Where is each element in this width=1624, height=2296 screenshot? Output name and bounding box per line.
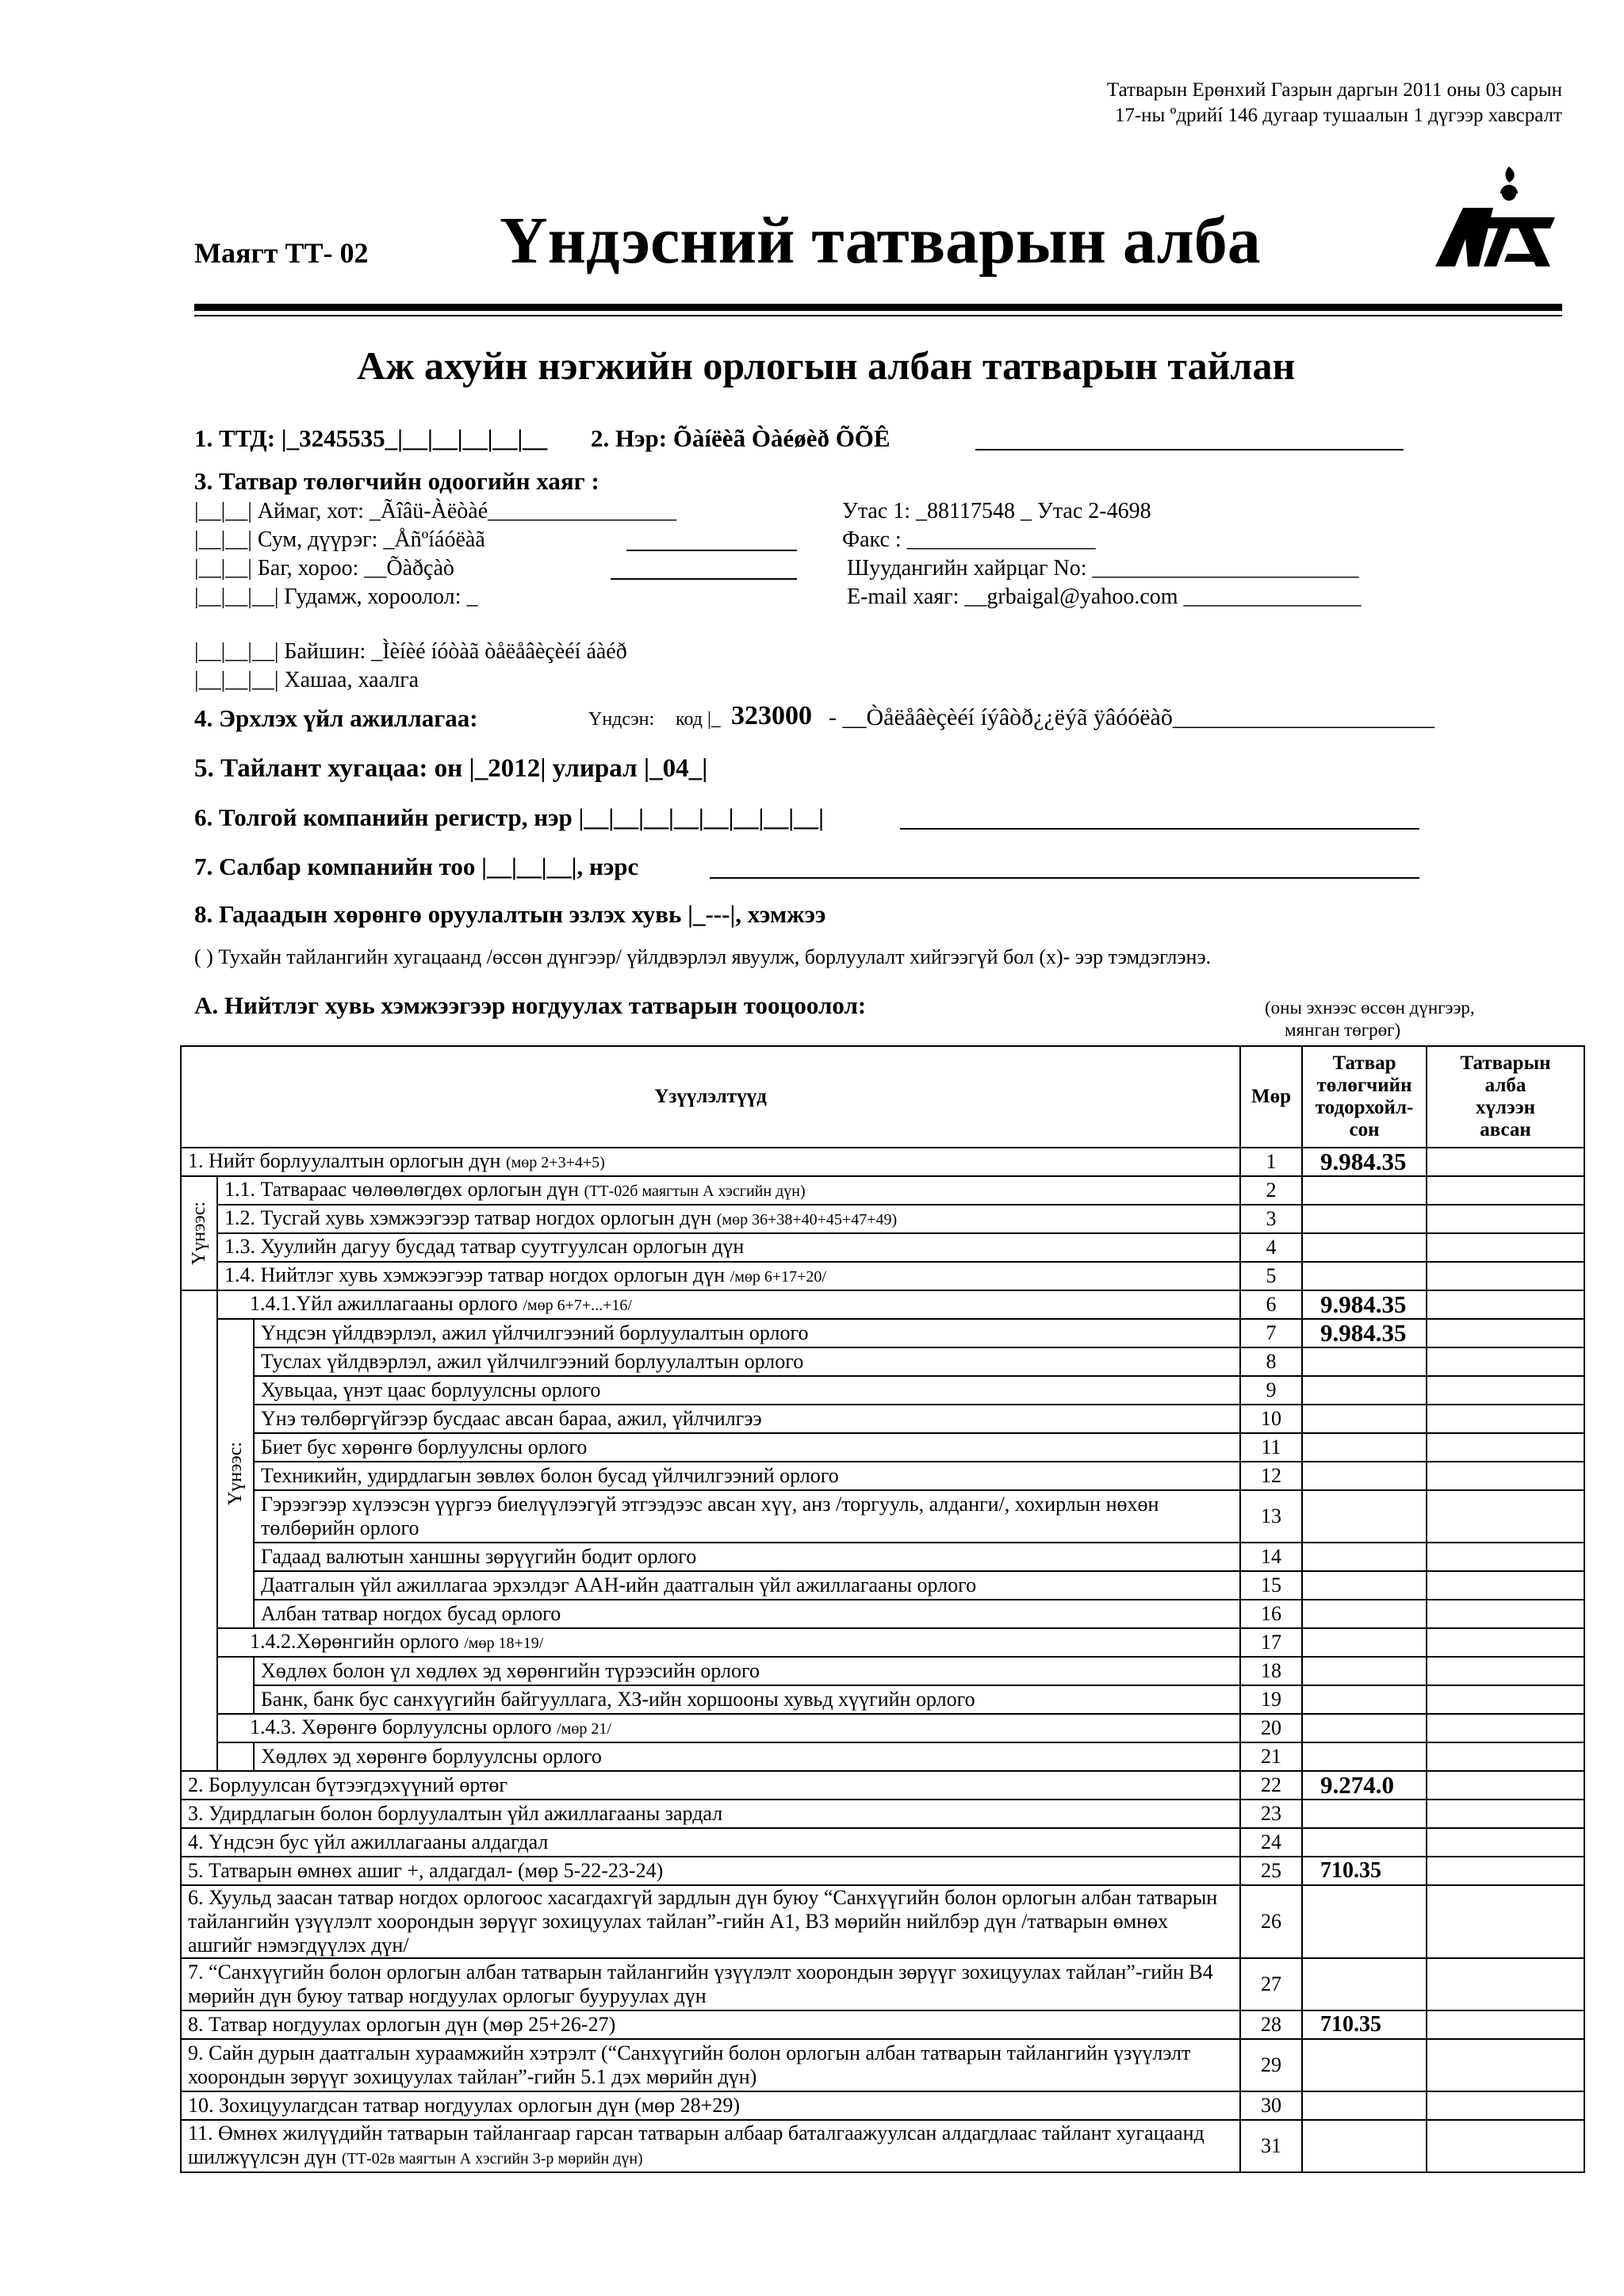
row-label: Хөдлөх эд хөрөнгө борлуулсны орлого: [254, 1742, 1240, 1771]
taxpayer-value[interactable]: [1302, 1490, 1427, 1543]
table-row: [181, 1290, 1584, 1319]
row-label: 10. Зохицуулагдсан татвар ногдуулах орлогын дүн (мөр 28+29): [181, 2091, 1240, 2120]
header-office-l3: хүлээн: [1475, 1097, 1536, 1118]
row-label-note: (мөр 36+38+40+45+47+49): [716, 1211, 898, 1228]
foreign-investment-field: 8. Гадаадын хөрөнгө оруулалтын эзлэх хувь |_---|, хэмжээ: [194, 900, 826, 928]
address-heading: 3. Татвар төлөгчийн одоогийн хаяг :: [194, 467, 599, 495]
row-label-text: 1.4. Нийтлэг хувь хэмжээгээр татвар ногдох орлогын дүн: [224, 1263, 726, 1286]
table-row: [181, 1885, 1584, 1958]
row-number: 27: [1240, 1958, 1302, 2010]
office-value[interactable]: [1427, 1885, 1584, 1958]
taxpayer-value[interactable]: [1302, 1958, 1427, 2010]
row-number: 3: [1240, 1205, 1302, 1233]
header-taxpayer-l2: төлөгчийн: [1316, 1075, 1412, 1096]
row-label-text: 11. Өмнөх жилүүдийн татварын тайлангаар гарсан татварын албаар баталгаажуулсан алдагдлаас тайлант хугацаанд шилжүүлсэн дүн: [188, 2122, 1205, 2168]
office-value[interactable]: [1427, 1433, 1584, 1462]
activity-code-label: код |_: [676, 709, 721, 730]
table-row: [181, 1376, 1584, 1405]
row-number: 31: [1240, 2120, 1302, 2172]
row-label-text: 1.2. Тусгай хувь хэмжээгээр татвар ногдох орлогын дүн: [224, 1206, 712, 1229]
row-label-text: 1.4.1.Үйл ажиллагааны орлого: [250, 1292, 518, 1315]
table-row: [181, 1205, 1584, 1233]
sum-field: |__|__| Сум, дүүрэг: _Åñºíáóëàã: [194, 527, 485, 552]
row-number: 14: [1240, 1543, 1302, 1571]
soyombo-icon: [1431, 159, 1558, 270]
table-row: [181, 1262, 1584, 1290]
table-row: [181, 1628, 1584, 1657]
row-number: 24: [1240, 1828, 1302, 1857]
row-label: 3. Удирдлагын болон борлуулалтын үйл ажиллагааны зардал: [181, 1800, 1240, 1828]
table-row: [181, 1857, 1584, 1885]
ttd-field: 1. ТТД: |_3245535_|__|__|__|__|__: [194, 424, 548, 452]
row-label: Гадаад валютын ханшны зөрүүгийн бодит орлого: [254, 1543, 1240, 1571]
row-number: 18: [1240, 1657, 1302, 1685]
taxpayer-value[interactable]: [1302, 1685, 1427, 1714]
section-a-title: А. Нийтлэг хувь хэмжээгээр ногдуулах татварын тооцоолол:: [194, 991, 867, 1019]
row-number: 25: [1240, 1857, 1302, 1885]
header-office-l4: авсан: [1480, 1119, 1531, 1140]
table-row: [181, 1405, 1584, 1433]
office-value[interactable]: [1427, 1205, 1584, 1233]
table-row: [181, 1543, 1584, 1571]
table-row: [181, 1800, 1584, 1828]
office-value[interactable]: [1427, 2120, 1584, 2172]
row-number: 21: [1240, 1742, 1302, 1771]
office-value[interactable]: [1427, 2091, 1584, 2120]
office-value[interactable]: [1427, 1462, 1584, 1490]
row-label: 2. Борлуулсан бүтээгдэхүүний өртөг: [181, 1771, 1240, 1800]
taxpayer-value[interactable]: [1302, 1433, 1427, 1462]
table-row: [181, 1176, 1584, 1205]
row-number: 26: [1240, 1885, 1302, 1958]
row-label-text: 1.3. Хуулийн дагуу бусдад татвар суутгуулсан орлогын дүн: [224, 1235, 745, 1258]
row-label: Хөдлөх болон үл хөдлөх эд хөрөнгийн түрээсийн орлого: [254, 1657, 1240, 1685]
table-row: [181, 1233, 1584, 1262]
header-indicators: Үзүүлэлтүүд: [181, 1046, 1240, 1148]
header-tax-office: [1427, 1046, 1584, 1148]
row-label: [217, 1714, 1240, 1742]
row-label: Даатгалын үйл ажиллагаа эрхэлдэг ААН-ийн даатгалын үйл ажиллагааны орлого: [254, 1571, 1240, 1600]
row-label-note: (ТТ-02в маягтын А хэсгийн 3-р мөрийн дүн): [341, 2150, 643, 2168]
row-label: Техникийн, удирдлагын зөвлөх болон бусад үйлчилгээний орлого: [254, 1462, 1240, 1490]
office-value[interactable]: [1427, 1543, 1584, 1571]
row-number: 2: [1240, 1176, 1302, 1205]
side-label-1-text: Үүнээс:: [189, 1201, 209, 1266]
row-label: Үндсэн үйлдвэрлэл, ажил үйлчилгээний борлуулалтын орлого: [254, 1319, 1240, 1347]
activity-description: - __Òåëåâèçèéí íýâòð¿¿ëýã ÿâóóëàõ______________________: [829, 704, 1434, 730]
taxpayer-value[interactable]: [1302, 1742, 1427, 1771]
email-field: E-mail хаяг: __grbaigal@yahoo.com ________________: [847, 585, 1362, 609]
row-label: Биет бус хөрөнгө борлуулсны орлого: [254, 1433, 1240, 1462]
taxpayer-value[interactable]: [1302, 1628, 1427, 1657]
taxpayer-value[interactable]: [1302, 1205, 1427, 1233]
header-rule-thick: [194, 304, 1562, 311]
office-value[interactable]: [1427, 1857, 1584, 1885]
table-row: [181, 1657, 1584, 1685]
header-taxpayer-l1: Татвар: [1332, 1052, 1396, 1074]
office-value[interactable]: [1427, 1347, 1584, 1376]
table-row: [181, 1714, 1584, 1742]
table-row: [181, 1828, 1584, 1857]
row-label: Албан татвар ногдох бусад орлого: [254, 1600, 1240, 1628]
table-row: [181, 1742, 1584, 1771]
row-label-text: 1.4.2.Хөрөнгийн орлого: [250, 1630, 459, 1653]
row-number: 6: [1240, 1290, 1302, 1319]
office-value[interactable]: [1427, 1571, 1584, 1600]
row-label: 4. Үндсэн бус үйл ажиллагааны алдагдал: [181, 1828, 1240, 1857]
header-taxpayer-l4: сон: [1349, 1119, 1380, 1140]
row-label: Үнэ төлбөргүйгээр бусдаас авсан бараа, ажил, үйлчилгээ: [254, 1405, 1240, 1433]
office-value[interactable]: [1427, 2039, 1584, 2091]
taxpayer-value[interactable]: 9.984.35: [1302, 1148, 1427, 1176]
office-value[interactable]: [1427, 1828, 1584, 1857]
row-label-note: (мөр 2+3+4+5): [505, 1154, 605, 1171]
row-label: Банк, банк бус санхүүгийн байгууллага, ХЗ-ийн хоршооны хувьд хүүгийн орлого: [254, 1685, 1240, 1714]
indent-spacer: [217, 1742, 254, 1771]
row-number: 22: [1240, 1771, 1302, 1800]
office-value[interactable]: [1427, 1490, 1584, 1543]
indent-spacer: [181, 1290, 217, 1771]
row-number: 16: [1240, 1600, 1302, 1628]
office-value[interactable]: [1427, 1771, 1584, 1800]
taxpayer-value[interactable]: [1302, 1233, 1427, 1262]
table-row: [181, 1958, 1584, 2010]
row-label: [217, 1233, 1240, 1262]
row-number: 12: [1240, 1462, 1302, 1490]
taxpayer-value[interactable]: [1302, 1571, 1427, 1600]
row-number: 17: [1240, 1628, 1302, 1657]
row-label: [217, 1628, 1240, 1657]
office-value[interactable]: [1427, 1600, 1584, 1628]
row-label: 7. “Санхүүгийн болон орлогын албан татварын тайлангийн үзүүлэлт хоорондын зөрүүг зохицуулах тайлан”-гийн В4 мөрийн дүн буюу татвар ногдуулах орлогыг бууруулах дүн: [181, 1958, 1240, 2010]
row-number: 9: [1240, 1376, 1302, 1405]
row-number: 8: [1240, 1347, 1302, 1376]
office-value[interactable]: [1427, 1714, 1584, 1742]
row-label: Гэрээгээр хүлээсэн үүргээ биелүүлээгүй этгээдээс авсан хүү, анз /торгууль, алданги/, хохирлын нөхөн төлбөрийн орлого: [254, 1490, 1240, 1543]
taxpayer-value[interactable]: 710.35: [1302, 2010, 1427, 2039]
taxpayer-value[interactable]: [1302, 1828, 1427, 1857]
row-number: 10: [1240, 1405, 1302, 1433]
table-row: [181, 2120, 1584, 2172]
row-label: [181, 2120, 1240, 2172]
taxpayer-value[interactable]: [1302, 1885, 1427, 1958]
table-row: [181, 1462, 1584, 1490]
header-note-line2: 17-ны ºдрийí 146 дугаар тушаалын 1 дүгээр хавсралт: [1114, 105, 1562, 126]
branches-field: 7. Салбар компанийн тоо |__|__|__|, нэрс: [194, 853, 639, 880]
no-sales-note: ( ) Тухайн тайлангийн хугацаанд /өссөн дүнгээр/ үйлдвэрлэл явуулж, борлуулалт хийгээгүй бол (х)- ээр тэмдэглэнэ.: [194, 945, 1212, 968]
street-field: |__|__|__| Гудамж, хороолол: _: [194, 585, 478, 609]
row-label: Хувьцаа, үнэт цаас борлуулсны орлого: [254, 1376, 1240, 1405]
row-number: 23: [1240, 1800, 1302, 1828]
header-taxpayer-l3: тодорхойл-: [1315, 1097, 1414, 1118]
row-label-text: 1. Нийт борлуулалтын орлогын дүн: [188, 1149, 501, 1172]
table-row: [181, 1685, 1584, 1714]
office-value[interactable]: [1427, 1319, 1584, 1347]
name-field: 2. Нэр: Õàíëèã Òàéøèð ÕÕÊ: [591, 424, 891, 452]
table-row: [181, 2091, 1584, 2120]
branches-line: [710, 877, 1419, 879]
office-value[interactable]: [1427, 1800, 1584, 1828]
taxpayer-value[interactable]: [1302, 2120, 1427, 2172]
taxpayer-value[interactable]: 9.274.0: [1302, 1771, 1427, 1800]
row-number: 30: [1240, 2091, 1302, 2120]
office-value[interactable]: [1427, 1742, 1584, 1771]
header-office-l2: алба: [1484, 1075, 1526, 1096]
bag-field: |__|__| Баг, хороо: __Õàðçàò: [194, 556, 454, 581]
taxpayer-value[interactable]: [1302, 1176, 1427, 1205]
row-number: 1: [1240, 1148, 1302, 1176]
unit-line1: (оны эхнээс өссөн дүнгээр,: [1265, 998, 1475, 1018]
side-label-1: [181, 1176, 217, 1290]
row-number: 28: [1240, 2010, 1302, 2039]
document-title: Аж ахуйн нэгжийн орлогын албан татварын тайлан: [357, 343, 1296, 388]
row-label: [217, 1176, 1240, 1205]
row-number: 4: [1240, 1233, 1302, 1262]
office-value[interactable]: [1427, 1628, 1584, 1657]
head-company-line: [900, 828, 1419, 830]
header-note-line1: Татварын Ерөнхий Газрын даргын 2011 оны 03 сарын: [1106, 79, 1562, 101]
table-row: [181, 1600, 1584, 1628]
row-label: 8. Татвар ногдуулах орлогын дүн (мөр 25+26-27): [181, 2010, 1240, 2039]
activity-label: 4. Эрхлэх үйл ажиллагаа:: [194, 704, 478, 732]
row-label-note: (ТТ-02б маягтын А хэсгийн дүн): [584, 1182, 806, 1200]
row-number: 5: [1240, 1262, 1302, 1290]
table-row: [181, 1771, 1584, 1800]
taxpayer-value[interactable]: 9.984.35: [1302, 1319, 1427, 1347]
office-value[interactable]: [1427, 1685, 1584, 1714]
row-number: 19: [1240, 1685, 1302, 1714]
office-value[interactable]: [1427, 1176, 1584, 1205]
table-row: [181, 1433, 1584, 1462]
header-row-no: Мөр: [1240, 1046, 1302, 1148]
table-header-row: [181, 1046, 1584, 1148]
office-value[interactable]: [1427, 1262, 1584, 1290]
taxpayer-value[interactable]: [1302, 1462, 1427, 1490]
row-label: [181, 1148, 1240, 1176]
table-row: [181, 1319, 1584, 1347]
period-field: 5. Тайлант хугацаа: он |_2012| улирал |_04_|: [194, 754, 708, 783]
agency-title: Үндэсний татварын алба: [500, 204, 1261, 278]
form-code: Маягт ТТ- 02: [194, 237, 369, 269]
row-label-note: /мөр 6+7+...+16/: [523, 1297, 632, 1314]
taxpayer-value[interactable]: [1302, 1405, 1427, 1433]
row-number: 15: [1240, 1571, 1302, 1600]
activity-main-label: Үндсэн:: [588, 709, 655, 730]
row-label: [217, 1205, 1240, 1233]
taxpayer-value[interactable]: [1302, 1600, 1427, 1628]
row-label-note: /мөр 18+19/: [464, 1635, 544, 1652]
name-line: [975, 449, 1404, 450]
row-label: Туслах үйлдвэрлэл, ажил үйлчилгээний борлуулалтын орлого: [254, 1347, 1240, 1376]
building-field: |__|__|__| Байшин: _Ìèíèé íóòàã òåëåâèçèéí áàéð: [194, 639, 627, 664]
row-label-text: 1.1. Татвараас чөлөөлөгдөх орлогын дүн: [224, 1178, 580, 1201]
pobox-field: Шуудангийн хайрцаг No: ________________________: [847, 556, 1359, 581]
row-label-text: 1.4.3. Хөрөнгө борлуулсны орлого: [250, 1715, 552, 1738]
taxpayer-value[interactable]: [1302, 1657, 1427, 1685]
bag-line: [611, 578, 797, 580]
row-label: 5. Татварын өмнөх ашиг +, алдагдал- (мөр 5-22-23-24): [181, 1857, 1240, 1885]
indent-spacer: [217, 1657, 254, 1714]
office-value[interactable]: [1427, 1233, 1584, 1262]
taxpayer-value[interactable]: [1302, 1376, 1427, 1405]
row-label: 9. Сайн дурын даатгалын хураамжийн хэтрэлт (“Санхүүгийн болон орлогын албан татварын тайлангийн үзүүлэлт хоорондын зөрүүг зохицуулах тайлан”-гийн 5.1 дэх мөрийн дүн): [181, 2039, 1240, 2091]
taxpayer-value[interactable]: [1302, 2091, 1427, 2120]
taxpayer-value[interactable]: [1302, 1262, 1427, 1290]
table-row: [181, 1490, 1584, 1543]
row-label: 6. Хуульд заасан татвар ногдох орлогоос хасагдахгүй зардлын дүн буюу “Санхүүгийн болон орлогын албан татварын тайлангийн үзүүлэлт хоорондын зөрүүг зохицуулах тайлан”-гийн А1, В3 мөрийн нийлбэр дүн /татварын өмнөх ашгийг нэмэгдүүлэх дүн/: [181, 1885, 1240, 1958]
row-number: 20: [1240, 1714, 1302, 1742]
side-label-2: [217, 1319, 254, 1628]
row-label-note: /мөр 6+17+20/: [730, 1268, 826, 1286]
header-note: [1047, 78, 1562, 128]
header-rule-thin: [194, 315, 1562, 316]
taxpayer-value[interactable]: 710.35: [1302, 1857, 1427, 1885]
office-value[interactable]: [1427, 1148, 1584, 1176]
row-number: 29: [1240, 2039, 1302, 2091]
row-label: [217, 1290, 1240, 1319]
row-label: [217, 1262, 1240, 1290]
row-number: 11: [1240, 1433, 1302, 1462]
table-row: [181, 2039, 1584, 2091]
side-label-2-text: Үүнээс:: [225, 1441, 246, 1506]
aimag-field: |__|__| Аймаг, хот: _Ãîâü-Àëòàé_________________: [194, 499, 677, 523]
unit-line2: мянган төгрөг): [1285, 1020, 1401, 1040]
taxpayer-value[interactable]: [1302, 2039, 1427, 2091]
section-a-unit: [1265, 997, 1475, 1041]
office-value[interactable]: [1427, 1657, 1584, 1685]
taxpayer-value[interactable]: [1302, 1714, 1427, 1742]
table-row: [181, 2010, 1584, 2039]
taxpayer-value[interactable]: [1302, 1347, 1427, 1376]
header-taxpayer: [1302, 1046, 1427, 1148]
row-label-note: /мөр 21/: [557, 1720, 611, 1738]
header-office-l1: Татварын: [1460, 1052, 1551, 1074]
row-number: 7: [1240, 1319, 1302, 1347]
head-company-field: 6. Толгой компанийн регистр, нэр |__|__|__|__|__|__|__|__|: [194, 803, 824, 831]
taxpayer-value[interactable]: [1302, 1543, 1427, 1571]
yard-field: |__|__|__| Хашаа, хаалга: [194, 668, 419, 692]
office-value[interactable]: [1427, 1958, 1584, 2010]
activity-code: 323000: [731, 701, 812, 730]
office-value[interactable]: [1427, 2010, 1584, 2039]
office-value[interactable]: [1427, 1290, 1584, 1319]
office-value[interactable]: [1427, 1405, 1584, 1433]
phone-field: Утас 1: _88117548 _ Утас 2-4698: [842, 499, 1151, 523]
row-number: 13: [1240, 1490, 1302, 1543]
taxpayer-value[interactable]: [1302, 1800, 1427, 1828]
sum-line: [626, 550, 797, 551]
table-row: [181, 1571, 1584, 1600]
mta-logo: [1431, 159, 1558, 270]
fax-field: Факс : _________________: [842, 527, 1096, 552]
taxpayer-value[interactable]: 9.984.35: [1302, 1290, 1427, 1319]
table-row: [181, 1347, 1584, 1376]
tax-calculation-table: [180, 1045, 1585, 2173]
table-row: [181, 1148, 1584, 1176]
office-value[interactable]: [1427, 1376, 1584, 1405]
